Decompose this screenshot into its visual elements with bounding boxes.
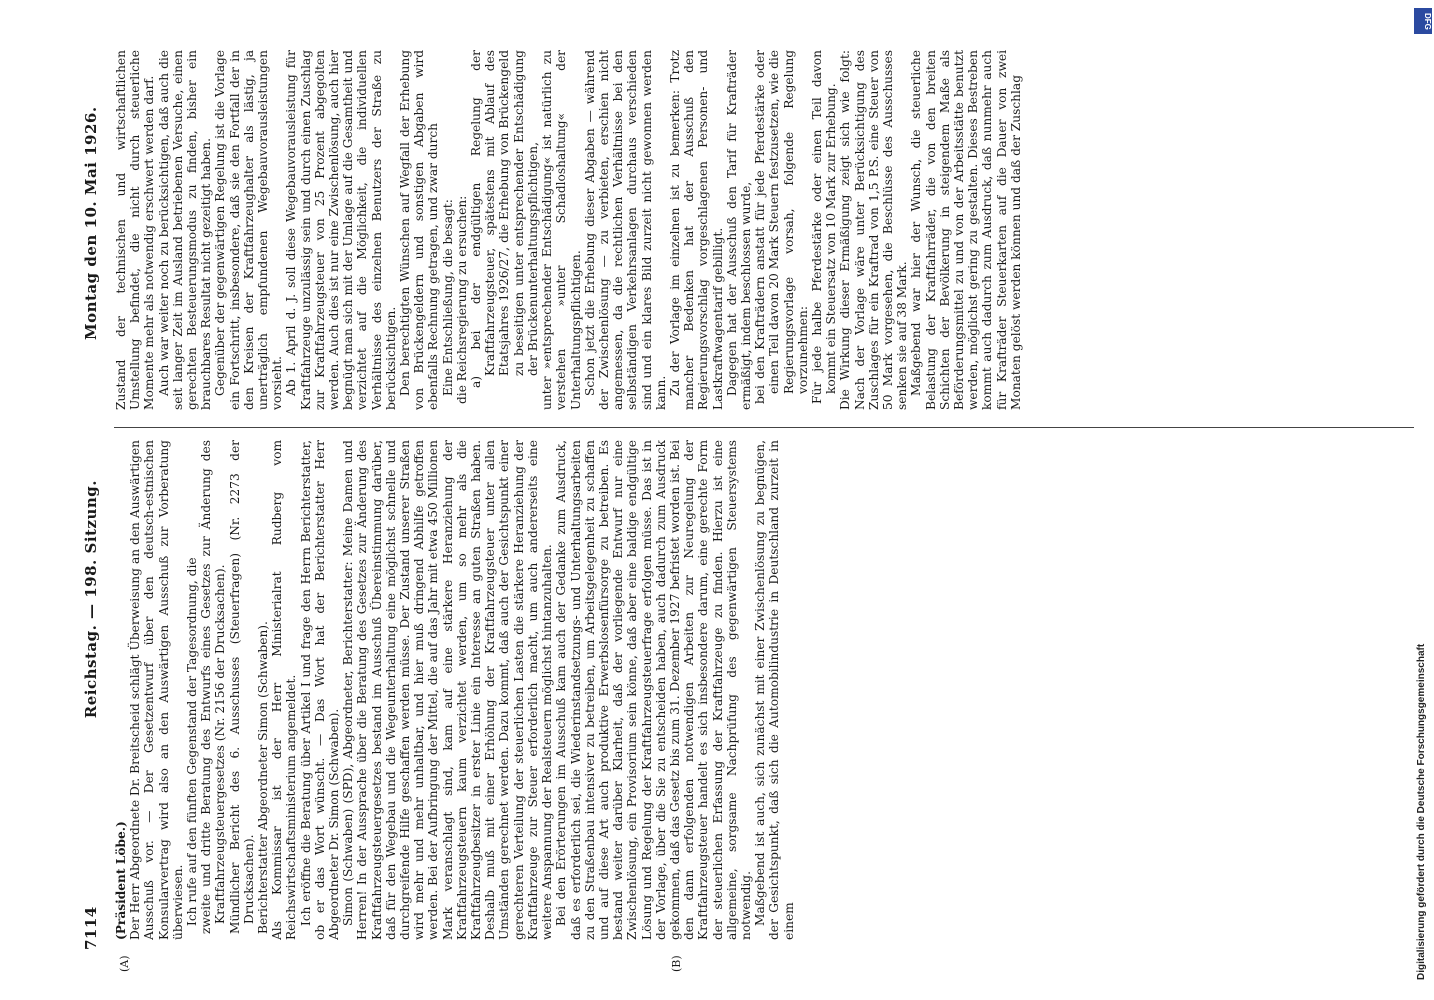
paragraph: Gegenüber der gegenwärtigen Regelung ist die Vorlage ein Fortschritt, insbesondere, daß sie den Fortfall der in den Kreisen der Kraftfahrzeughalter als lästig, ja unerträglich empfundenen Wegebauvorausleistungen vorsieht. [213,50,285,410]
digitization-notice: Digitalisierung gefördert durch die Deutsche Forschungsgemeinschaft [1416,643,1427,980]
paragraph: Ich rufe auf den fünften Gegenstand der Tagesordnung, die [185,557,200,926]
paragraph: Bei den Erörterungen im Ausschuß kam auch der Gedanke zum Ausdruck, daß es erforderlich sei, die Wiederinstandsetzungs- und Unterhaltungsarbeiten zu den Straßenbau intensiver zu betreiben, um Arbeitsgelegenheit zu schaffen und auf diese Art auch produktive Erwerbslosenfürsorge zu betreiben. Es bestand weiter darüber Klarheit, daß der vorliegende Entwurf nur eine Zwischenlösung, ein Provisorium sein könne, daß aber eine baldige endgültige Lösung und Regelung der Kraftfahrzeugsteuerfrage erfolgen müsse. Das ist in der Vorlage, über die Sie zu entscheiden haben, auch dadurch zum Ausdruck gekommen, daß das Gesetz bis zum 31. Dezember 1927 befristet worden ist. Bei den dann erfolgenden notwendigen Arbeiten zur Neuregelung der Kraftfahrzeugsteuer handelt es sich insbesondere darum, eine gerechte Form der steuerlichen Erfassung der Kraftfahrzeuge zu finden. Hierzu ist eine allgemeine, sorgsame Nachprüfung des gegenwärtigen Steuersystems notwendig. [554,440,753,940]
column-divider [114,427,1414,428]
paragraph: a) bei der endgültigen Regelung der Kraftfahrzeugsteuer, spätestens mit Ablauf des Etatsjahres 1926/27, die Erhebung von Brückengeld zu beseitigen unter entsprechender Entschädigung der Brückenunterhaltungspflichtigen, [469,50,540,388]
paragraph: Berichterstatter Abgeordneter Simon (Schwaben). [256,621,271,934]
left-column [114,440,1409,940]
right-column [114,50,1409,410]
dfg-logo: DFG [1414,8,1432,34]
left-running-title: Reichstag. — 198. Sitzung. [82,480,100,719]
digitization-sidebar [1412,40,1432,980]
page-number: 7114 [82,906,100,950]
paragraph: zweite und dritte Beratung des Entwurfs eines Gesetzes zur Änderung des Kraftfahrzeugsteuergesetzes (Nr. 2156 der Drucksachen). [199,440,228,934]
paragraph: Maßgebend ist auch, sich zunächst mit einer Zwischenlösung zu begnügen, der Gesichtspunkt, daß sich die Automobilindustrie in Deutschland zurzeit in einem [753,440,796,940]
paragraph: Dagegen hat der Ausschuß den Tarif für Krafträder ermäßigt, indem beschlossen wurde, [724,50,753,410]
paragraph: bei den Krafträdern anstatt für jede Pferdestärke oder einen Teil davon 20 Mark Steuern festzusetzen, wie die Regierungsvorlage vorsah, folgende Regelung vorzunehmen: [753,50,810,404]
paragraph: die Reichsregierung zu ersuchen: [454,195,469,404]
paragraph: Für jede halbe Pferdestärke oder einen Teil davon kommt ein Steuersatz von 10 Mark zur Erhebung. [809,50,839,404]
margin-mark-b: (B) [670,955,683,972]
paragraph: Eine Entschließung, die besagt: [440,199,455,396]
paragraph: unter »entsprechender Entschädigung« ist natürlich zu verstehen »unter Schadloshaltung« der Unterhaltungspflichtigen. [540,50,583,410]
rotated-page [80,50,1400,972]
paragraph: Ich eröffne die Beratung über Artikel I und frage den Herrn Berichterstatter, ob er das Wort wünscht. — Das Wort hat der Berichterstatter Herr Abgeordneter Dr. Simon (Schwaben). [298,440,342,940]
paragraph: (Präsident Löbe.) [114,821,128,940]
paragraph: Zu der Vorlage im einzelnen ist zu bemerken: Trotz mancher Bedenken hat der Ausschuß den Regierungsvorschlag vorgeschlagenen Personen- und Lastkraftwagentarif gebilligt. [667,50,725,410]
paragraph: Auch war weiter noch zu berücksichtigen, daß auch die seit langer Zeit im Ausland betriebenen Versuche, einen gerechten Besteuerungsmodus zu finden, bisher ein brauchbares Resultat nicht gezeitigt haben. [156,50,214,410]
paragraph: Der Herr Abgeordnete Dr. Breitscheid schlägt Überweisung an den Auswärtigen Ausschuß vor. — Der Gesetzentwurf über den deutsch-estnischen Konsularvertrag wird also an den Auswärtigen Ausschuß zur Vorberatung überwiesen. [128,440,185,940]
margin-mark-a: (A) [118,955,131,972]
paragraph: Simon (Schwaben) (SPD), Abgeordneter, Berichterstatter: Meine Damen und Herren! In der Aussprache über die Beratung des Gesetzes zur Änderung des Kraftfahrzeugsteuergesetzes bestand im Ausschuß Übereinstimmung darüber, daß für den Wegebau und die Wegeunterhaltung eine möglichst schnelle und durchgreifende Hilfe geschaffen werden müsse. Der Zustand unserer Straßen wird mehr und mehr unhaltbar, und hier muß dringend Abhilfe getroffen werden. Bei der Aufbringung der Mittel, die auf das Jahr mit etwa 450 Millionen Mark veranschlagt sind, kam auf eine stärkere Heranziehung der Kraftfahrzeugsteuern kaum verzichtet werden, um so mehr als die Kraftfahrzeugbesitzer in erster Linie ein Interesse an guten Straßen haben. Deshalb muß mit einer Erhöhung der Kraftfahrzeugsteuer unter allen Umständen gerechnet werden. Dazu kommt, daß auch der Gesichtspunkt einer gerechteren Verteilung der steuerlichen Lasten die stärkere Heranziehung der Kraftfahrzeuge zur Steuer erforderlich macht, um auch andererseits eine weitere Anspannung der Realsteuern möglichst hintanzuhalten. [341,440,555,940]
paragraph: Die Wirkung dieser Ermäßigung zeigt sich wie folgt: Nach der Vorlage wäre unter Berücksichtigung des Zuschlages für ein Kraftrad von 1,5 P.S. eine Steuer von 50 Mark vorgesehen, die Beschlüsse des Ausschusses senken sie auf 38 Mark. [838,50,910,410]
paragraph: Schon jetzt die Erhebung dieser Abgaben — während der Zwischenlösung — zu verbieten, erschien nicht angemessen, da die rechtlichen Verhältnisse bei den selbständigen Verkehrsanlagen durchaus verschieden sind und ein klares Bild zurzeit nicht gewonnen werden kann. [582,50,668,410]
paragraph: Als Kommissar ist der Herr Ministerialrat Rudberg vom Reichswirtschaftsministerium angemeldet. [270,440,299,940]
paragraph: Den berechtigten Wünschen auf Wegfall der Erhebung von Brückengeldern und sonstigen Abgaben wird ebenfalls Rechnung getragen, und zwar durch [398,50,441,410]
paragraph: Zustand der technischen und wirtschaftlichen Umstellung befindet, die nicht durch steuerliche Momente mehr als notwendig erschwert werden darf. [114,50,157,410]
paragraph: Mündlicher Bericht des 6. Ausschusses (Steuerfragen) (Nr. 2273 der Drucksachen). [227,440,256,934]
paragraph: Maßgebend war hier der Wunsch, die steuerliche Belastung der Kraftfahrräder, die von den breiten Schichten der Bevölkerung in steigendem Maße als Beförderungsmittel zu und von der Arbeitsstätte benutzt werden, möglichst gering zu gestalten. Dieses Bestreben kommt auch dadurch zum Ausdruck, daß nunmehr auch für Krafträder Steuerkarten auf die Dauer von zwei Monaten gelöst werden können und daß der Zuschlag [909,50,1023,410]
paragraph: Ab 1. April d. J. soll diese Wegebauvorausleistung für Kraftfahrzeuge unzulässig sein und durch einen Zuschlag zur Kraftfahrzeugsteuer von 25 Prozent abgegolten werden. Auch dies ist nur eine Zwischenlösung, auch hier begnügt man sich mit der Umlage auf die Gesamtheit und verzichtet auf die Möglichkeit, die individuellen Verhältnisse des einzelnen Benutzers der Straße zu berücksichtigen. [284,50,398,410]
right-running-title: Montag den 10. Mai 1926. [82,106,100,340]
page-header [80,50,106,950]
